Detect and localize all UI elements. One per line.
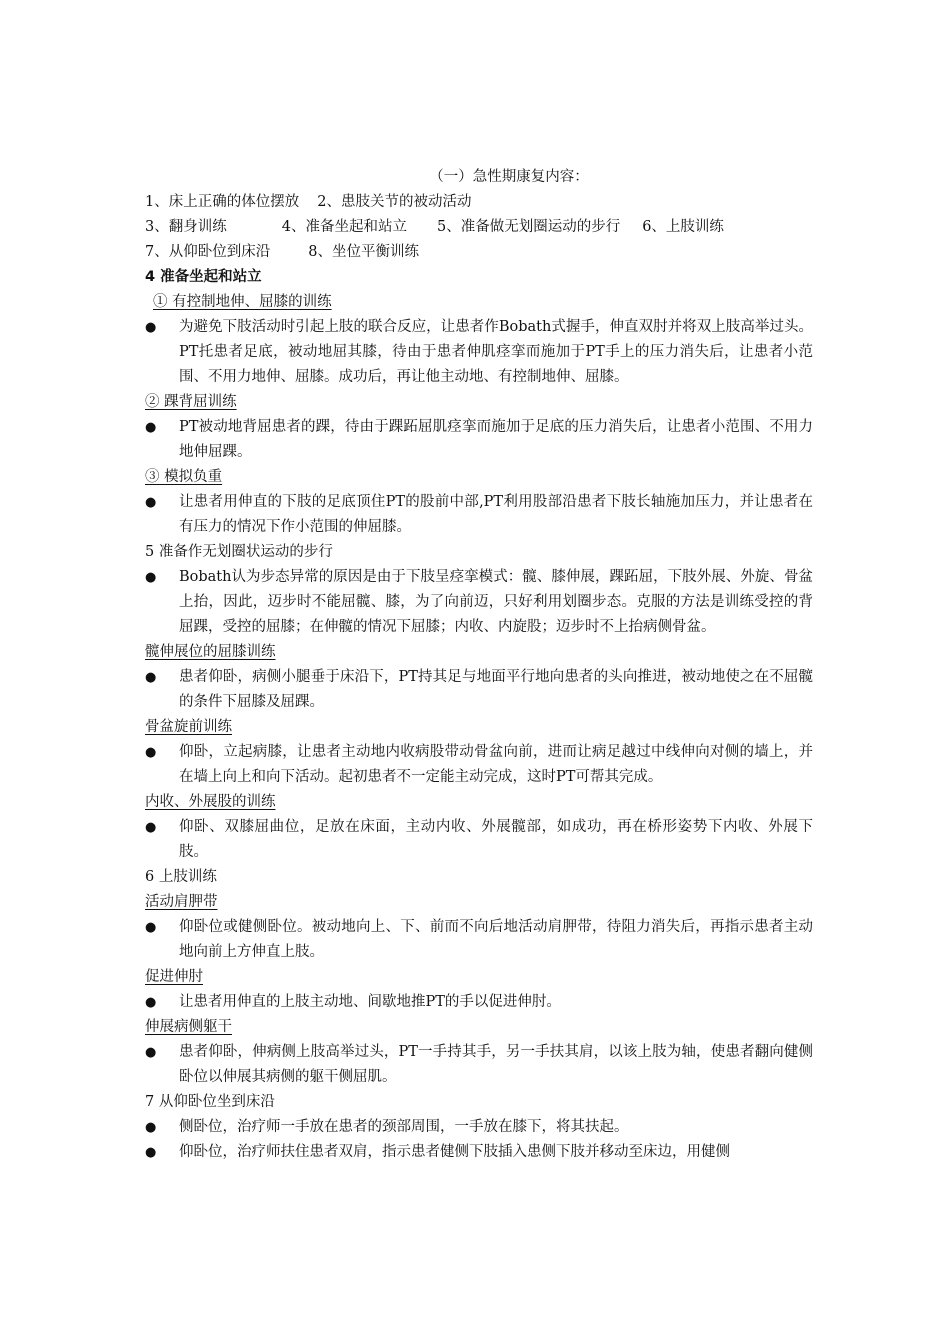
bullet-icon: ● <box>145 1045 157 1060</box>
toc-row-2 <box>145 215 813 240</box>
toc-item: 3、翻身训练 <box>145 219 227 235</box>
toc-item: 4、准备坐起和站立 <box>281 219 407 235</box>
toc-item: 1、床上正确的体位摆放 <box>145 194 300 210</box>
subsection-heading: 内收、外展股的训练 <box>145 794 276 810</box>
subsection-heading: 活动肩胛带 <box>145 894 218 910</box>
page-title: （一）急性期康复内容： <box>429 169 589 185</box>
bullet-icon: ● <box>145 820 157 835</box>
toc-item: 8、坐位平衡训练 <box>308 244 419 260</box>
subsection-heading: ① 有控制地伸、屈膝的训练 <box>153 294 332 310</box>
bullet-item <box>145 490 813 540</box>
bullet-text: 让患者用伸直的下肢的足底顶住PT的股前中部,PT利用股部沿患者下肢长轴施加压力，并让患者在有压力的情况下作小范围的伸屈膝。 <box>179 494 813 535</box>
bullet-icon: ● <box>145 745 157 760</box>
toc-row-1 <box>145 190 813 215</box>
bullet-text: 患者仰卧，伸病侧上肢高举过头，PT一手持其手，另一手扶其肩，以该上肢为轴，使患者翻向健侧卧位以伸展其病侧的躯干侧屈肌。 <box>179 1044 813 1085</box>
bullet-text: 让患者用伸直的上肢主动地、间歇地推PT的手以促进伸肘。 <box>179 994 561 1010</box>
bullet-item <box>145 1040 813 1090</box>
toc-item: 7、从仰卧位到床沿 <box>145 244 271 260</box>
bullet-icon: ● <box>145 320 157 335</box>
section-heading: 5 准备作无划圈状运动的步行 <box>145 544 333 560</box>
toc-item: 2、患肢关节的被动活动 <box>317 194 472 210</box>
bullet-icon: ● <box>145 1145 157 1160</box>
subsection-heading: ② 踝背屈训练 <box>145 394 237 410</box>
bullet-item <box>145 665 813 715</box>
bullet-text: 仰卧位或健侧卧位。被动地向上、下、前而不向后地活动肩胛带，待阻力消失后，再指示患者主动地向前上方伸直上肢。 <box>179 919 813 960</box>
toc-item: 6、上肢训练 <box>642 219 724 235</box>
subsection-heading: 髋伸展位的屈膝训练 <box>145 644 276 660</box>
bullet-text: 仰卧，立起病膝，让患者主动地内收病股带动骨盆向前，进而让病足越过中线伸向对侧的墙上，并在墙上向上和向下活动。起初患者不一定能主动完成，这时PT可帮其完成。 <box>179 744 813 785</box>
bullet-icon: ● <box>145 995 157 1010</box>
subsection-heading: 伸展病侧躯干 <box>145 1019 232 1035</box>
bullet-icon: ● <box>145 420 157 435</box>
subsection-heading: ③ 模拟负重 <box>145 469 223 485</box>
bullet-icon: ● <box>145 1120 157 1135</box>
document-page <box>145 165 813 1165</box>
toc-row-3 <box>145 240 813 265</box>
bullet-text: PT被动地背屈患者的踝，待由于踝跖屈肌痉挛而施加于足底的压力消失后，让患者小范围、不用力地伸屈踝。 <box>179 419 813 460</box>
bullet-text: 为避免下肢活动时引起上肢的联合反应，让患者作Bobath式握手，伸直双肘并将双上肢高举过头。PT托患者足底，被动地屈其膝，待由于患者伸肌痉挛而施加于PT手上的压力消失后，让患者小范围、不用力地伸、屈膝。成功后，再让他主动地、有控制地伸、屈膝。 <box>179 319 813 385</box>
bullet-text: Bobath认为步态异常的原因是由于下肢呈痉挛模式：髋、膝伸展，踝跖屈，下肢外展、外旋、骨盆上抬，因此，迈步时不能屈髋、膝，为了向前迈，只好利用划圈步态。克服的方法是训练受控的背屈踝，受控的屈膝；在伸髋的情况下屈膝；内收、内旋股；迈步时不上抬病侧骨盆。 <box>179 569 813 635</box>
bullet-text: 侧卧位，治疗师一手放在患者的颈部周围，一手放在膝下，将其扶起。 <box>179 1119 629 1135</box>
bullet-text: 患者仰卧，病侧小腿垂于床沿下，PT持其足与地面平行地向患者的头向推进，被动地使之在不屈髋的条件下屈膝及屈踝。 <box>179 669 813 710</box>
section-heading: 4 准备坐起和站立 <box>145 269 262 285</box>
bullet-icon: ● <box>145 920 157 935</box>
bullet-item <box>145 815 813 865</box>
bullet-item <box>145 415 813 465</box>
bullet-item <box>145 315 813 390</box>
bullet-item <box>145 1140 813 1165</box>
bullet-item <box>145 740 813 790</box>
bullet-item <box>145 990 813 1015</box>
bullet-icon: ● <box>145 495 157 510</box>
toc-item: 5、准备做无划圈运动的步行 <box>436 219 621 235</box>
subsection-heading: 促进伸肘 <box>145 969 203 985</box>
bullet-item <box>145 915 813 965</box>
section-heading: 6 上肢训练 <box>145 869 217 885</box>
bullet-icon: ● <box>145 670 157 685</box>
subsection-heading: 骨盆旋前训练 <box>145 719 232 735</box>
section-heading: 7 从仰卧位坐到床沿 <box>145 1094 275 1110</box>
bullet-item <box>145 565 813 640</box>
bullet-text: 仰卧位，治疗师扶住患者双肩，指示患者健侧下肢插入患侧下肢并移动至床边，用健侧 <box>179 1144 730 1160</box>
bullet-text: 仰卧、双膝屈曲位，足放在床面，主动内收、外展髋部，如成功，再在桥形姿势下内收、外展下肢。 <box>179 819 813 860</box>
bullet-item <box>145 1115 813 1140</box>
bullet-icon: ● <box>145 570 157 585</box>
